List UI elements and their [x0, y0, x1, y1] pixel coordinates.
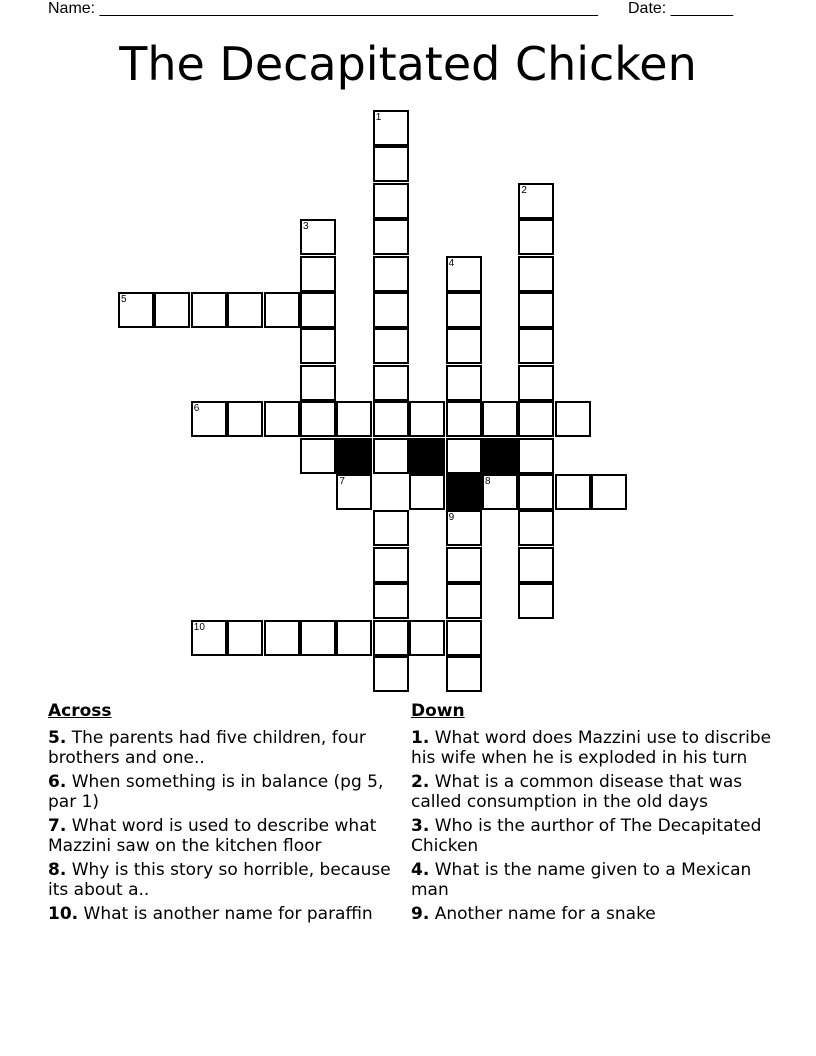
- clue-number-label: 3: [303, 221, 309, 233]
- crossword-cell[interactable]: [446, 620, 482, 656]
- clue-number-label: 2: [521, 184, 527, 196]
- crossword-cell[interactable]: [373, 656, 409, 692]
- crossword-cell[interactable]: [518, 474, 554, 510]
- crossword-cell[interactable]: [336, 474, 372, 510]
- crossword-cell[interactable]: [227, 401, 263, 437]
- clue-number: 4.: [411, 860, 430, 880]
- crossword-cell[interactable]: [373, 183, 409, 219]
- crossword-cell[interactable]: [373, 328, 409, 364]
- crossword-cell[interactable]: [373, 583, 409, 619]
- crossword-cell[interactable]: [373, 438, 409, 474]
- crossword-cell[interactable]: [373, 547, 409, 583]
- crossword-cell[interactable]: [446, 328, 482, 364]
- blocked-cell: [446, 474, 482, 510]
- crossword-cell[interactable]: [300, 328, 336, 364]
- down-clue: [411, 728, 781, 768]
- crossword-cell[interactable]: [336, 401, 372, 437]
- crossword-cell[interactable]: [373, 510, 409, 546]
- crossword-cell[interactable]: [373, 401, 409, 437]
- crossword-cell[interactable]: [373, 110, 409, 146]
- clue-number: 3.: [411, 816, 430, 836]
- crossword-cell[interactable]: [373, 365, 409, 401]
- down-heading: Down: [411, 701, 465, 721]
- crossword-cell[interactable]: [555, 474, 591, 510]
- crossword-cell[interactable]: [482, 401, 518, 437]
- clue-text: Who is the aurthor of The Decapitated Chicken: [411, 816, 762, 856]
- crossword-cell[interactable]: [227, 620, 263, 656]
- name-field[interactable]: Name: ________________________________________________________: [48, 0, 598, 17]
- across-clue: [48, 772, 398, 812]
- clue-number: 6.: [48, 772, 67, 792]
- crossword-cell[interactable]: [300, 365, 336, 401]
- crossword-cell[interactable]: [373, 620, 409, 656]
- clue-number-label: 4: [448, 257, 455, 269]
- clue-text: Why is this story so horrible, because its about a..: [48, 860, 391, 900]
- clue-number: 9.: [411, 904, 430, 924]
- crossword-cell[interactable]: [518, 401, 554, 437]
- crossword-cell[interactable]: [191, 620, 227, 656]
- clue-number-label: 9: [448, 512, 455, 524]
- clue-text: What is a common disease that was called consumption in the old days: [411, 772, 743, 812]
- crossword-cell[interactable]: [518, 583, 554, 619]
- crossword-cell[interactable]: [118, 292, 154, 328]
- clue-text: What word is used to describe what Mazzini saw on the kitchen floor: [48, 816, 377, 856]
- crossword-cell[interactable]: [446, 583, 482, 619]
- crossword-cell[interactable]: [518, 219, 554, 255]
- crossword-cell[interactable]: [591, 474, 627, 510]
- crossword-cell[interactable]: [518, 183, 554, 219]
- crossword-cell[interactable]: [409, 620, 445, 656]
- crossword-cell[interactable]: [518, 328, 554, 364]
- across-clue: [48, 816, 398, 856]
- crossword-cell[interactable]: [264, 401, 300, 437]
- crossword-cell[interactable]: [409, 474, 445, 510]
- clue-text: The parents had five children, four brothers and one..: [48, 728, 366, 768]
- crossword-cell[interactable]: [300, 401, 336, 437]
- clue-text: Another name for a snake: [434, 904, 656, 924]
- crossword-cell[interactable]: [409, 401, 445, 437]
- crossword-cell[interactable]: [373, 146, 409, 182]
- clue-text: What is the name given to a Mexican man: [411, 860, 752, 900]
- clue-number-label: 8: [485, 476, 491, 487]
- crossword-cell[interactable]: [300, 292, 336, 328]
- crossword-cell[interactable]: [518, 365, 554, 401]
- clue-number: 1.: [411, 728, 430, 748]
- crossword-cell[interactable]: [373, 292, 409, 328]
- crossword-cell[interactable]: [300, 256, 336, 292]
- clue-number: 10.: [48, 904, 79, 924]
- crossword-cell[interactable]: [191, 292, 227, 328]
- crossword-cell[interactable]: [264, 620, 300, 656]
- crossword-cell[interactable]: [446, 401, 482, 437]
- across-clues: [48, 700, 398, 928]
- crossword-cell[interactable]: [373, 219, 409, 255]
- crossword-cell[interactable]: [446, 510, 482, 546]
- clue-text: What is another name for paraffin: [83, 904, 373, 924]
- clue-number-label: 10: [193, 621, 205, 633]
- page-title: The Decapitated Chicken: [119, 37, 697, 91]
- clue-number: 8.: [48, 860, 67, 880]
- date-field[interactable]: Date: _______: [628, 0, 733, 17]
- clue-number-label: 7: [339, 476, 345, 487]
- blocked-cell: [482, 438, 518, 474]
- across-clue: [48, 728, 398, 768]
- across-heading: Across: [48, 701, 112, 721]
- clue-number-label: 1: [375, 112, 382, 123]
- clue-text: What word does Mazzini use to discribe his wife when he is exploded in his turn: [411, 728, 772, 768]
- crossword-cell[interactable]: [518, 256, 554, 292]
- down-clues: [411, 700, 781, 928]
- crossword-cell[interactable]: [264, 292, 300, 328]
- crossword-cell[interactable]: [482, 474, 518, 510]
- crossword-cell[interactable]: [446, 547, 482, 583]
- clue-text: When something is in balance (pg 5, par 1): [48, 772, 384, 812]
- down-clue: [411, 860, 781, 900]
- crossword-cell[interactable]: [446, 365, 482, 401]
- crossword-cell[interactable]: [227, 292, 263, 328]
- crossword-cell[interactable]: [373, 256, 409, 292]
- crossword-cell[interactable]: [336, 620, 372, 656]
- crossword-cell[interactable]: [555, 401, 591, 437]
- down-clue: [411, 816, 781, 856]
- across-clue: [48, 904, 398, 924]
- crossword-cell[interactable]: [518, 438, 554, 474]
- clue-number-label: 6: [193, 403, 200, 415]
- crossword-cell[interactable]: [446, 256, 482, 292]
- crossword-cell[interactable]: [446, 656, 482, 692]
- crossword-cell[interactable]: [518, 547, 554, 583]
- crossword-cell[interactable]: [191, 401, 227, 437]
- clue-number: 2.: [411, 772, 430, 792]
- down-clue: [411, 904, 781, 924]
- crossword-cell[interactable]: [446, 292, 482, 328]
- crossword-cell[interactable]: [518, 510, 554, 546]
- clue-number: 5.: [48, 728, 67, 748]
- crossword-cell[interactable]: [300, 219, 336, 255]
- crossword-cell[interactable]: [300, 620, 336, 656]
- crossword-cell[interactable]: [518, 292, 554, 328]
- across-clue: [48, 860, 398, 900]
- down-clue: [411, 772, 781, 812]
- clue-number-label: 5: [121, 294, 127, 305]
- blocked-cell: [336, 438, 372, 474]
- crossword-cell[interactable]: [154, 292, 190, 328]
- blocked-cell: [409, 438, 445, 474]
- crossword-cell[interactable]: [446, 438, 482, 474]
- clue-number: 7.: [48, 816, 67, 836]
- crossword-cell[interactable]: [300, 438, 336, 474]
